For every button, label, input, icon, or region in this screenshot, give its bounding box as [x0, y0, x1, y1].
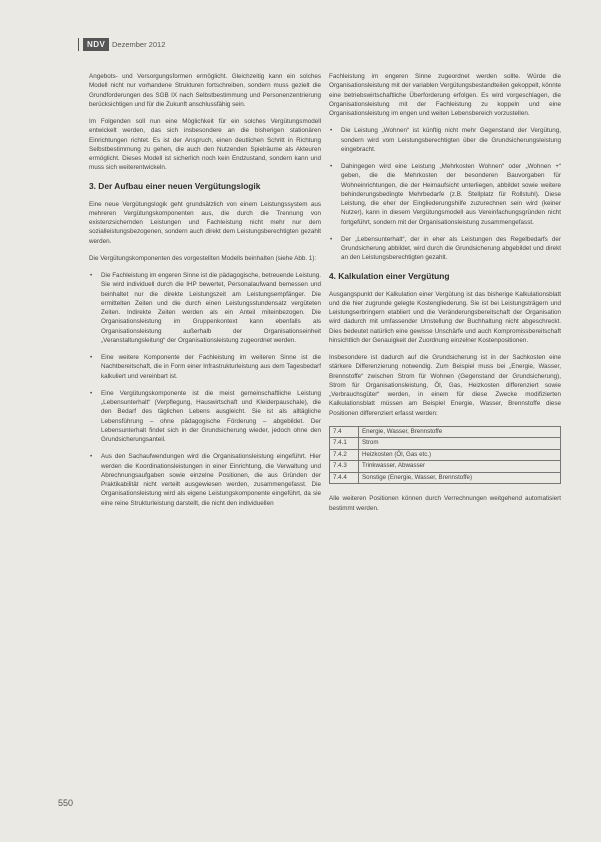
table-cell-label: Strom [359, 438, 561, 450]
paragraph: Insbesondere ist dadurch auf die Grundsicherung ist in der Sachkosten eine stärkere Differenzierung notwendig. Zum Beispiel muss bei „Energie, Wasser, Brennstoffe“ zwischen Strom für Wohnen (Gegenstand der Grundsicherung), Strom für Organisationsleistung, Öl, Gas, Heizkosten differenziert sowie „Verbrauchsgüter“ werden, in einem für diese Zwecke modifizierten Kalkulationsblatt müssen am Beispiel Energie, Wasser, Brennstoffe diese Positionen differenziert erfasst werden: [329, 354, 561, 417]
bullet-icon: • [330, 163, 333, 170]
list-item [89, 271, 321, 345]
list-item-text: Dahingegen wird eine Leistung „Mehrkosten Wohnen“ oder „Wohnen +“ geben, die die Mehrkosten der besonderen Bauvorgaben für Wohneinrichtungen, die der Heimaufsicht unterliegen, abbildet sowie weitere behinderungsbedingte Mehrbedarfe (z.B. Stellplatz für Rollstuhl). Diese Leistung, die eher der Eingliederungshilfe zuzurechnen sein wird (keiner Nutzer), kann in diesem Vergütungsmodell aus Vereinfachungsgründen nicht fortgeführt, sondern mit der Organisationsleistung zusammengefasst. [341, 163, 561, 226]
bullet-icon: • [330, 235, 333, 243]
bullet-icon: • [90, 453, 93, 461]
section-heading: 4. Kalkulation einer Vergütung [329, 270, 450, 281]
table-row [330, 449, 561, 461]
table-cell-number: 7.4.1 [330, 438, 359, 450]
list-item [329, 235, 561, 263]
paragraph: Eine neue Vergütungslogik geht grundsätzlich von einem Leistungssystem aus mehreren Vergütungskomponenten aus, die durch die Trennung von existenzsichernden Leistungen und Fachleistung nicht mehr nur dem sozialleistungsbezogenen, sondern auch direkt dem Leistungsberechtigten gezahlt werden. [89, 200, 321, 245]
table-row [330, 438, 561, 450]
paragraph: Angebots- und Versorgungsformen ermöglicht. Gleichzeitig kann ein solches Modell nicht nur vorhandene Strukturen fortschreiben, sondern muss gezielt die Grundforderungen des SGB IX nach Selbstbestimmung und Personenzentrierung berücksichtigen und für die Zukunft anschlussfähig sein. [89, 73, 321, 108]
table-cell-label: Trinkwasser, Abwasser [359, 461, 561, 473]
right-column [329, 72, 561, 521]
section-heading: 3. Der Aufbau einer neuen Vergütungslogik [89, 180, 261, 191]
issue-date: Dezember 2012 [112, 40, 166, 49]
table-cell-number: 7.4.2 [330, 449, 359, 461]
bullet-list [329, 126, 561, 262]
table-row [330, 461, 561, 473]
table-cell-label: Energie, Wasser, Brennstoffe [359, 426, 561, 438]
left-column [89, 72, 321, 516]
paragraph: Die Vergütungskomponenten des vorgestellten Modells beinhalten (siehe Abb. 1): [89, 254, 317, 262]
cost-table [329, 426, 561, 485]
list-item-text: Eine Vergütungskomponente ist die meist gemeinschaftliche Leistung „Lebensunterhalt“ (Verpflegung, Hauswirtschaft und Kleiderpauschale), die den Bedarf des täglichen Lebens ausgleicht. Sie ist als alltägliche Lebensführung – ohne pädagogische Förderung – abgebildet. Der Lebensunterhalt findet sich in der Grundsicherung wieder, jedoch ohne den Grundsicherungsanteil. [101, 389, 321, 443]
table-cell-number: 7.4.4 [330, 472, 359, 484]
bullet-list [89, 271, 321, 508]
table-cell-label: Sonstige (Energie, Wasser, Brennstoffe) [359, 472, 561, 484]
paragraph: Alle weiteren Positionen können durch Verrechnungen weitgehend automatisiert bestimmt werden. [329, 495, 561, 512]
list-item [89, 389, 321, 445]
paragraph: Fachleistung im engeren Sinne zugeordnet werden sollte. Würde die Organisationsleistung mit der variablen Vergütungsbestandteilen gekoppelt, könnte eine betriebswirtschaftliche Überforderung erfolgen. Es wird vorgeschlagen, die Organisationsleistung mit der Fachleistung zu koppeln und eine Organisationsleistung im engen und weiten Lebensbereich vorzustellen. [329, 73, 561, 117]
table-row [330, 472, 561, 484]
paragraph: Im Folgenden soll nun eine Möglichkeit für ein solches Vergütungsmodell entwickelt werden, das sich insbesondere an die bisherigen stationären Einrichtungen richtet. Es ist der Anspruch, einen deutlichen Schritt in Richtung Selbstbestimmung zu gehen, die auch den Nutzenden Spielräume als Akteuren ermöglicht. Dieses Modell ist sicherlich noch kein Endzustand, sondern kann und muss sich weiterentwickeln. [89, 118, 321, 172]
header-rule [78, 38, 79, 51]
table-cell-label: Heizkosten (Öl, Gas etc.) [359, 449, 561, 461]
bullet-icon: • [330, 127, 333, 135]
list-item [329, 162, 561, 227]
list-item-text: Der „Lebensunterhalt“, der in eher als Leistungen des Regelbedarfs der Grundsicherung abbildet, wird durch die Grundsicherung abgebildet und direkt an den Leistungsberechtigten gezahlt. [341, 235, 561, 262]
list-item-text: Die Fachleistung im engeren Sinne ist die pädagogische, betreuende Leistung. Sie wird individuell durch die IHP bewertet, Personalaufwand bemessen und beinhaltet nur die direkte Leistungszeit am Leistungsempfänger. Die ermittelten Zeiten und die durch einen Leistungsstundensatz vergüteten Zeiten. Indirekte Zeiten werden als ein Anteil miteinbezogen. Die Organisationsleistung im Gruppenkontext kann ebenfalls als Organisationsleistung außerhalb der Organisationseinheit „Veranstaltungsleitung“ der Organisationsleistung zugeordnet werden. [101, 272, 321, 344]
paragraph: Ausgangspunkt der Kalkulation einer Vergütung ist das bisherige Kalkulationsblatt und die hier zugrunde gelegte Kostengliederung. Sie ist bei Leistungsträgern und Leistungserbringern etabliert und die Veränderungsbereitschaft der Organisation wird dadurch mit umfassender Umstellung der Buchhaltung nicht abgeschreckt. Dies bedeutet natürlich eine gewisse Unschärfe und auch Kompromissbereitschaft hinsichtlich der Genauigkeit der Zuordnung einzelner Kostenpositionen. [329, 290, 561, 344]
list-item [89, 452, 321, 508]
bullet-icon: • [90, 389, 93, 397]
list-item-text: Eine weitere Komponente der Fachleistung im weiteren Sinne ist die Nachtbereitschaft, die in Form einer Infrastrukturleistung aus dem Tagesbedarf kalkuliert und vereinbart ist. [101, 354, 321, 380]
table-cell-number: 7.4 [330, 426, 359, 438]
table-cell-number: 7.4.3 [330, 461, 359, 473]
journal-badge: NDV [83, 38, 109, 51]
bullet-icon: • [90, 354, 93, 361]
bullet-icon: • [90, 272, 93, 279]
list-item-text: Die Leistung „Wohnen“ ist künftig nicht mehr Gegenstand der Vergütung, sondern wird vom Leistungsberechtigten über die Grundsicherungsleistung eingebracht. [341, 127, 561, 153]
list-item [329, 126, 561, 154]
page-number: 550 [58, 798, 74, 808]
list-item-text: Aus den Sachaufwendungen wird die Organisationsleistung eingeführt. Hier werden die Koordinationsleistungen in einer Einrichtung, die Verwaltung und Abrechnungsaufgaben sowie einzelne Positionen, die aus Gründen der Praktikabilität nicht verteilt ausgewiesen werden, zusammengefasst. Die Organisationsleistung wird als eigene Leistungskomponente eingeführt, da sie eine reine Strukturleistung darstellt, die nicht den individuellen [101, 453, 321, 507]
table-row [330, 426, 561, 438]
list-item [89, 353, 321, 381]
